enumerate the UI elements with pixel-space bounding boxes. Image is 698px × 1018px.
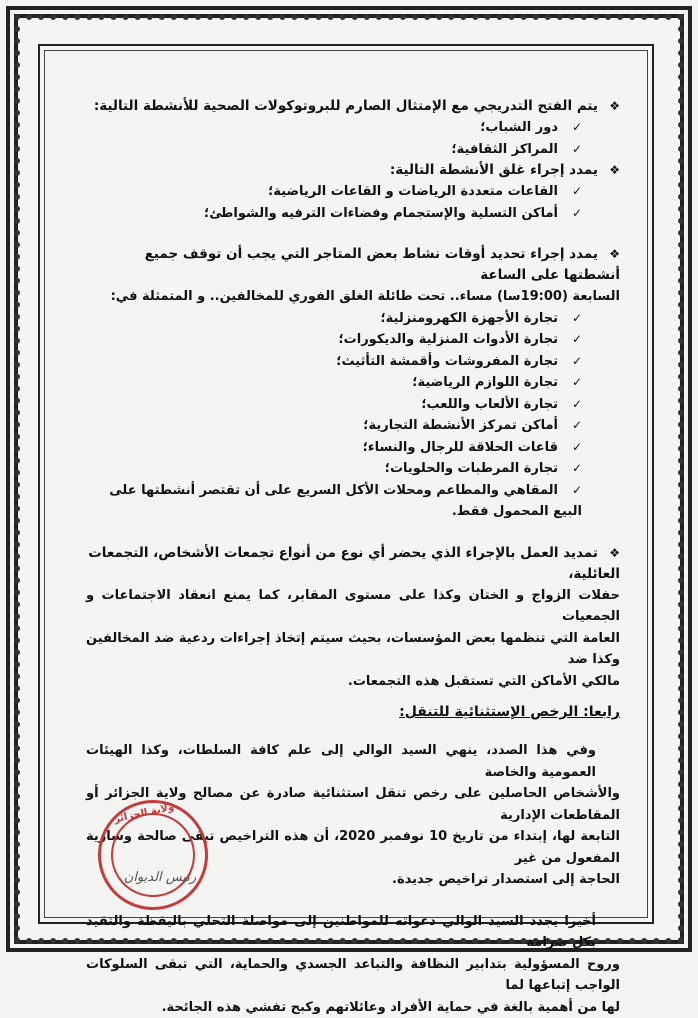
list-item: ✓تجارة الألعاب واللعب؛	[86, 394, 582, 416]
checkmark-icon: ✓	[564, 117, 582, 139]
list-item: ✓المقاهي والمطاعم ومحلات الأكل السريع على أن تقتصر أنشطتها على البيع المحمول فقط.	[86, 480, 582, 523]
checkmark-icon: ✓	[564, 308, 582, 330]
list-item: ✓تجارة الأدوات المنزلية والديكورات؛	[86, 329, 582, 351]
diamond-bullet-icon: ❖	[604, 160, 620, 181]
permits-heading: رابعا: الرخص الإستثنائية للتنقل:	[86, 704, 620, 720]
list-item: ✓أماكن التسلية والإستجمام وفضاءات الترفيه والشواطئ؛	[86, 203, 582, 225]
section-hours-title: ❖يمدد إجراء تحديد أوقات نشاط بعض المتاجر التي يجب أن توقف جميع أنشطتها على الساعة	[86, 244, 620, 286]
section-close-list	[86, 181, 620, 224]
list-item: ✓تجارة الأجهزة الكهرومنزلية؛	[86, 308, 582, 330]
checkmark-icon: ✓	[564, 181, 582, 203]
section-open-list	[86, 117, 620, 160]
checkmark-icon: ✓	[564, 329, 582, 351]
final-line2: وروح المسؤولية بتدابير النظافة والتباعد الجسدي والحماية، التي تبقى السلوكات الواجب إتباعها لما	[86, 954, 620, 997]
diamond-bullet-icon: ❖	[604, 543, 620, 564]
stamp-text: ولاية الجزائر	[92, 797, 196, 829]
permits-line3: التابعة لها، إبتداء من تاريخ 10 نوفمبر 2020، أن هذه التراخيص تبقى صالحة وسارية المفعول من غير	[86, 826, 620, 869]
section-gatherings-line4: مالكي الأماكن التي تستقبل هذه التجمعات.	[86, 671, 620, 693]
diamond-bullet-icon: ❖	[604, 96, 620, 117]
checkmark-icon: ✓	[564, 458, 582, 480]
diamond-bullet-icon: ❖	[604, 244, 620, 265]
checkmark-icon: ✓	[564, 437, 582, 459]
checkmark-icon: ✓	[564, 480, 582, 502]
checkmark-icon: ✓	[564, 139, 582, 161]
list-item: ✓أماكن تمركز الأنشطة التجارية؛	[86, 415, 582, 437]
final-line1: أخيرا يجدد السيد الوالي دعواته للمواطنين إلى مواصلة التحلي باليقظة والتقيد بكل صرامة	[86, 911, 620, 954]
section-hours-line2: السابعة (19:00سا) مساء.. تحت طائلة الغلق الفوري للمخالفين.. و المتمثلة في:	[86, 286, 620, 308]
checkmark-icon: ✓	[564, 372, 582, 394]
checkmark-icon: ✓	[564, 203, 582, 225]
section-open-title: ❖يتم الفتح التدريجي مع الإمتثال الصارم للبروتوكولات الصحية للأنشطة التالية:	[86, 96, 620, 117]
list-item: ✓القاعات متعددة الرياضات و القاعات الرياضية؛	[86, 181, 582, 203]
final-line3: لها من أهمية بالغة في حماية الأفراد وعائلاتهم وكبح تفشي هذه الجائحة.	[86, 997, 620, 1018]
section-gatherings-line2: حفلات الزواج و الختان وكذا على مستوى المقابر، كما يمنع انعقاد الاجتماعات و الجمعيات	[86, 585, 620, 628]
list-item: ✓دور الشباب؛	[86, 117, 582, 139]
list-item: ✓قاعات الحلاقة للرجال والنساء؛	[86, 437, 582, 459]
list-item: ✓المراكز الثقافية؛	[86, 139, 582, 161]
section-gatherings-line3: العامة التي تنظمها بعض المؤسسات، بحيث سيتم إتخاذ إجراءات ردعية ضد المخالفين وكذا ضد	[86, 628, 620, 671]
signature-title: رئيس الديوان	[90, 870, 230, 885]
section-hours-list	[86, 308, 620, 523]
list-item: ✓تجارة المفروشات وأقمشة التأثيث؛	[86, 351, 582, 373]
document-body	[86, 96, 620, 866]
permits-line2: والأشخاص الحاصلين على رخص تنقل استثنائية صادرة عن مصالح ولاية الجزائر أو المقاطعات الإدارية	[86, 783, 620, 826]
checkmark-icon: ✓	[564, 415, 582, 437]
section-gatherings-line1: ❖تمديد العمل بالإجراء الذي يحضر أي نوع من أنواع تجمعات الأشخاص، التجمعات العائلية،	[86, 543, 620, 585]
permits-line4: الحاجة إلى استصدار تراخيص جديدة.	[86, 869, 620, 891]
list-item: ✓تجارة اللوازم الرياضية؛	[86, 372, 582, 394]
checkmark-icon: ✓	[564, 351, 582, 373]
list-item: ✓تجارة المرطبات والحلويات؛	[86, 458, 582, 480]
section-close-title: ❖يمدد إجراء غلق الأنشطة التالية:	[86, 160, 620, 181]
checkmark-icon: ✓	[564, 394, 582, 416]
permits-line1: وفي هذا الصدد، ينهي السيد الوالي إلى علم كافة السلطات، وكذا الهيئات العمومية والخاصة	[86, 740, 620, 783]
